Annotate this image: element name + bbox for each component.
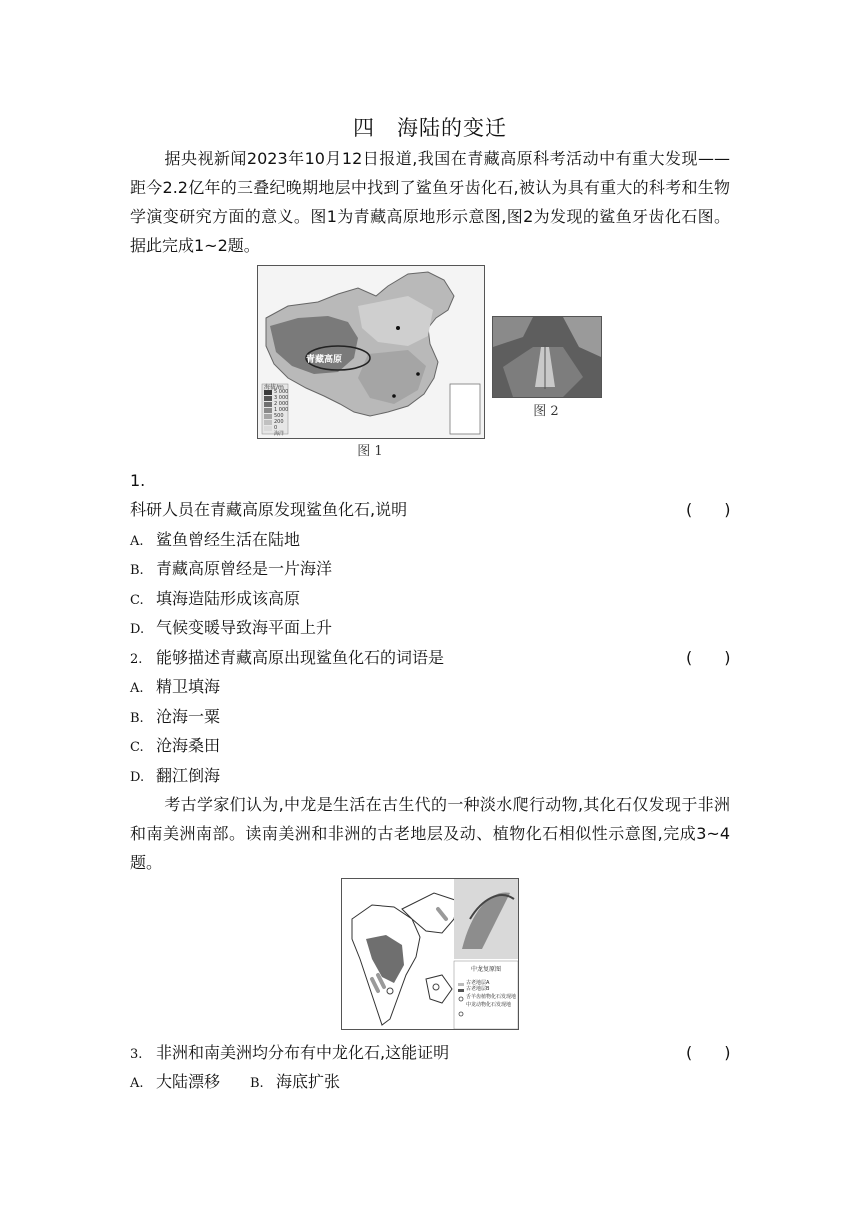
option-d[interactable] [130, 761, 220, 790]
fossil-legend [466, 980, 516, 1008]
continent-fossil-figure [341, 878, 519, 1030]
legend-item: 200 [274, 419, 284, 425]
option-label: D. [130, 622, 145, 637]
figure-2-photo [492, 316, 602, 398]
legend-item: 中龙动物化石发现地 [466, 1002, 512, 1008]
option-label: C. [130, 740, 144, 755]
legend-item: 1 000 [274, 407, 289, 413]
option-label: C. [130, 593, 144, 608]
figure-1-map [257, 265, 485, 439]
intro-text-1: 据央视新闻2023年10月12日报道,我国在青藏高原科考活动中有重大发现——距今2.2亿年的三叠纪晚期地层中找到了鲨鱼牙齿化石,被认为具有重大的科考和生物学演变研究方面的意义。图1为青藏高原地形示意图,图2为发现的鲨鱼牙齿化石图。据此完成1~2题。 [130, 149, 730, 255]
answer-blank[interactable]: ( ) [686, 1043, 731, 1062]
question-text: 能够描述青藏高原出现鲨鱼化石的词语是 [156, 648, 445, 667]
question-1-stem: 科研人员在青藏高原发现鲨鱼化石,说明 [130, 500, 408, 519]
option-label: B. [250, 1076, 264, 1091]
option-text: 填海造陆形成该高原 [156, 589, 301, 608]
option-text: 海底扩张 [276, 1072, 341, 1091]
option-a[interactable] [130, 1067, 220, 1096]
intro-paragraph-2 [130, 790, 730, 877]
option-a[interactable] [130, 525, 300, 554]
question-number: 2. [130, 652, 143, 667]
option-label: A. [130, 1076, 144, 1091]
figure-1-caption: 图 1 [357, 444, 383, 459]
question-1-number: 1. [130, 471, 146, 490]
option-text: 精卫填海 [156, 677, 221, 696]
shark-tooth-fossil-icon [493, 317, 601, 397]
option-text: 青藏高原曾经是一片海洋 [156, 559, 333, 578]
page-title: 四 海陆的变迁 [353, 116, 507, 140]
option-b[interactable] [130, 702, 220, 731]
option-c[interactable] [130, 731, 220, 760]
option-c[interactable] [130, 584, 300, 613]
option-d[interactable] [130, 613, 332, 642]
legend-item: 2 000 [274, 401, 289, 407]
elevation-legend [274, 389, 288, 437]
option-text: 气候变暖导致海平面上升 [156, 618, 333, 637]
option-b[interactable] [130, 554, 332, 583]
legend-title: 海拔/m [264, 384, 284, 391]
option-a[interactable] [130, 672, 220, 701]
inset-title: 中龙复原图 [470, 966, 501, 973]
legend-item: 舌羊齿植物化石发现地 [466, 994, 517, 1000]
qinghai-tibet-label: 青藏高原 [306, 355, 343, 365]
intro-text-2: 考古学家们认为,中龙是生活在古生代的一种淡水爬行动物,其化石仅发现于非洲和南美洲南部。读南美洲和非洲的古老地层及动、植物化石相似性示意图,完成3~4题。 [130, 795, 730, 872]
question-2-stem [130, 643, 444, 672]
intro-paragraph-1 [130, 144, 730, 260]
legend-item: 海洋 [274, 431, 285, 437]
legend-item: 5 000 [274, 389, 289, 395]
legend-item: 0 [274, 425, 278, 431]
option-text: 沧海一粟 [156, 707, 221, 726]
option-label: A. [130, 681, 144, 696]
legend-item: 3 000 [274, 395, 289, 401]
question-text: 非洲和南美洲均分布有中龙化石,这能证明 [156, 1043, 450, 1062]
legend-item: 古老地层A [466, 980, 490, 986]
option-b[interactable] [250, 1067, 340, 1096]
question-3-stem [130, 1038, 449, 1067]
answer-blank[interactable]: ( ) [686, 500, 731, 519]
option-text: 翻江倒海 [156, 766, 221, 785]
option-label: B. [130, 711, 144, 726]
question-number: 3. [130, 1047, 143, 1062]
option-label: A. [130, 534, 144, 549]
legend-item: 古老地层B [466, 986, 490, 992]
legend-item: 500 [274, 413, 284, 419]
option-text: 沧海桑田 [156, 736, 221, 755]
figure-2-caption: 图 2 [533, 404, 559, 419]
china-terrain-map-icon [258, 266, 484, 438]
option-text: 鲨鱼曾经生活在陆地 [156, 530, 301, 549]
option-label: B. [130, 563, 144, 578]
option-text: 大陆漂移 [156, 1072, 221, 1091]
option-label: D. [130, 770, 145, 785]
answer-blank[interactable]: ( ) [686, 648, 731, 667]
